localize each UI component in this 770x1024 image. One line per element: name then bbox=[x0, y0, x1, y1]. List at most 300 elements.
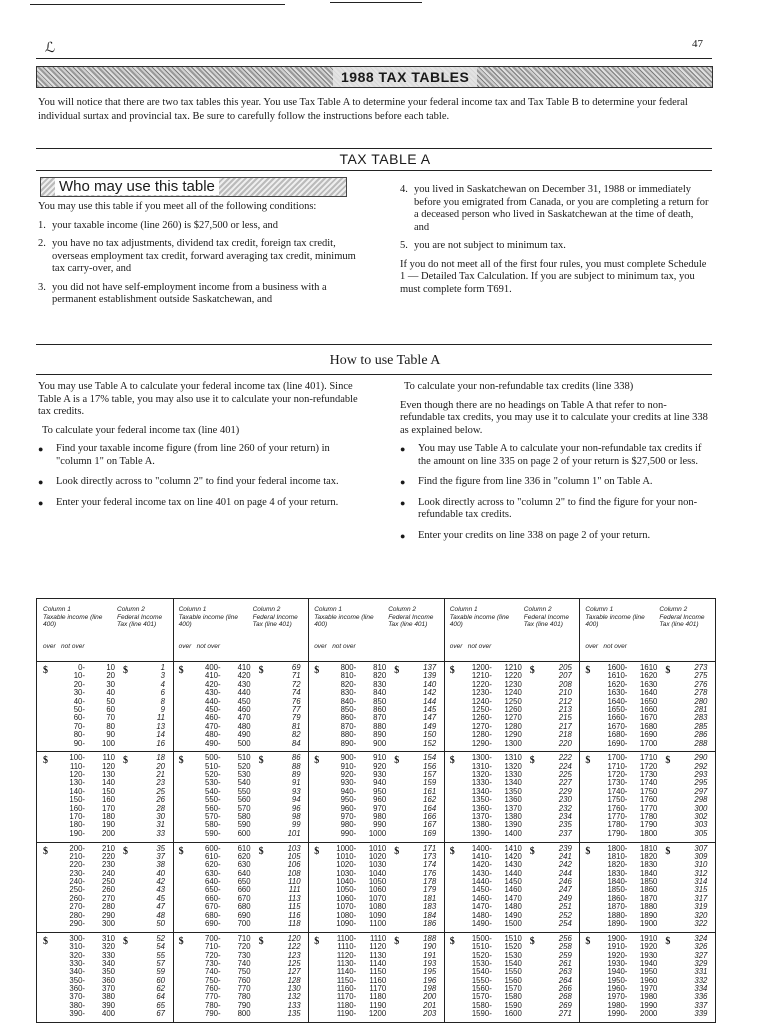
income-not-over: 1750 bbox=[640, 786, 658, 796]
federal-tax: 6 bbox=[160, 688, 165, 698]
income-over: 230- bbox=[69, 868, 85, 878]
column-2-header: Column 2 Federal Income Tax (line 401) bbox=[523, 606, 569, 628]
income-not-over: 630 bbox=[237, 860, 251, 870]
federal-tax: 20 bbox=[156, 761, 165, 771]
federal-tax: 94 bbox=[291, 795, 301, 805]
federal-tax: 210 bbox=[558, 688, 572, 698]
table-block bbox=[444, 842, 580, 933]
federal-tax: 23 bbox=[156, 778, 165, 788]
federal-tax: 300 bbox=[694, 803, 708, 813]
income-over: 1930- bbox=[607, 958, 628, 968]
federal-tax: 137 bbox=[423, 663, 437, 672]
table-row bbox=[444, 740, 580, 748]
table-row bbox=[444, 920, 580, 928]
not-over-label: not over bbox=[61, 643, 85, 650]
income-over: 600- bbox=[204, 843, 221, 853]
income-over: 410- bbox=[204, 671, 221, 681]
income-over: 980- bbox=[340, 820, 357, 830]
condition-text: you have no tax adjustments, dividend tax credit, foreign tax credit, overseas employment tax credit, forward averaging tax credit, minimum tax carry-over, and bbox=[52, 238, 356, 274]
dollar-sign: $ bbox=[394, 845, 400, 857]
income-over: 360- bbox=[69, 984, 85, 994]
income-not-over: 800 bbox=[237, 1009, 251, 1019]
income-over: 1550- bbox=[471, 975, 492, 985]
income-over: 1650- bbox=[607, 704, 628, 714]
dollar-sign: $ bbox=[258, 845, 264, 857]
income-over: 1070- bbox=[336, 902, 357, 912]
federal-tax: 224 bbox=[558, 761, 572, 771]
income-over: 370- bbox=[69, 992, 85, 1002]
federal-tax: 201 bbox=[423, 1000, 437, 1010]
how-right-bullet-3: ● Look directly across to "column 2" to find the figure for your non-refundable tax credits. bbox=[400, 497, 710, 522]
income-not-over: 640 bbox=[237, 868, 251, 878]
income-not-over: 1370 bbox=[504, 803, 522, 813]
federal-tax: 174 bbox=[423, 860, 437, 870]
federal-tax: 203 bbox=[423, 1009, 437, 1019]
income-over: 1790- bbox=[607, 828, 628, 838]
federal-tax: 125 bbox=[287, 958, 301, 968]
income-over: 1280- bbox=[471, 730, 492, 740]
federal-tax: 122 bbox=[287, 942, 301, 952]
federal-tax: 54 bbox=[156, 942, 165, 952]
federal-tax: 198 bbox=[423, 984, 437, 994]
federal-tax: 42 bbox=[156, 877, 165, 887]
income-over: 1030- bbox=[336, 868, 357, 878]
federal-tax: 103 bbox=[287, 843, 301, 853]
income-over: 1060- bbox=[336, 893, 357, 903]
income-not-over: 1520 bbox=[504, 942, 522, 952]
income-not-over: 1500 bbox=[504, 919, 522, 929]
federal-tax: 38 bbox=[156, 860, 165, 870]
income-not-over: 1870 bbox=[640, 893, 658, 903]
income-not-over: 1990 bbox=[640, 1000, 658, 1010]
federal-tax: 21 bbox=[156, 770, 165, 780]
table-row bbox=[173, 1010, 309, 1018]
income-over: 1050- bbox=[336, 885, 357, 895]
income-not-over: 1640 bbox=[640, 688, 658, 698]
income-over: 1600- bbox=[607, 663, 628, 672]
income-not-over: 1100 bbox=[369, 919, 387, 929]
table-block bbox=[308, 932, 444, 1022]
income-over: 1400- bbox=[471, 843, 492, 853]
federal-tax: 91 bbox=[291, 778, 301, 788]
over-label: over bbox=[585, 643, 599, 650]
federal-tax: 281 bbox=[694, 704, 708, 714]
income-not-over: 1790 bbox=[640, 820, 658, 830]
income-over: 1020- bbox=[336, 860, 357, 870]
income-not-over: 50 bbox=[106, 696, 115, 706]
income-not-over: 1760 bbox=[640, 795, 658, 805]
table-header bbox=[444, 599, 580, 662]
federal-tax: 312 bbox=[694, 868, 708, 878]
column-1-header: Column 1 Taxable income (line 400) bbox=[585, 606, 645, 628]
who-may-use-heading bbox=[40, 177, 347, 197]
income-not-over: 1420 bbox=[504, 851, 522, 861]
income-over: 190- bbox=[69, 828, 85, 838]
federal-tax: 96 bbox=[291, 803, 301, 813]
table-a-rule-bottom bbox=[36, 170, 712, 171]
income-not-over: 360 bbox=[101, 975, 115, 985]
margin-mark: ℒ bbox=[45, 41, 56, 56]
federal-tax: 326 bbox=[694, 942, 708, 952]
income-over: 280- bbox=[69, 910, 85, 920]
income-not-over: 1050 bbox=[368, 877, 387, 887]
federal-tax: 9 bbox=[160, 704, 165, 714]
income-over: 180- bbox=[69, 820, 85, 830]
income-over: 640- bbox=[204, 877, 221, 887]
income-not-over: 990 bbox=[373, 820, 387, 830]
federal-tax: 237 bbox=[558, 828, 572, 838]
income-over: 1910- bbox=[607, 942, 628, 952]
income-not-over: 1800 bbox=[640, 828, 658, 838]
tax-tables-banner bbox=[36, 66, 713, 88]
income-over: 1750- bbox=[607, 795, 628, 805]
income-over: 550- bbox=[204, 795, 221, 805]
income-not-over: 1670 bbox=[640, 713, 658, 723]
income-not-over: 920 bbox=[373, 761, 387, 771]
income-not-over: 1300 bbox=[504, 738, 522, 748]
how-left-subheading: To calculate your federal income tax (line 401) bbox=[42, 424, 240, 436]
federal-tax: 215 bbox=[558, 713, 572, 723]
income-not-over: 590 bbox=[237, 820, 251, 830]
federal-tax: 225 bbox=[558, 770, 572, 780]
header-rule bbox=[36, 58, 712, 59]
federal-tax: 297 bbox=[694, 786, 708, 796]
condition-text: you lived in Saskatchewan on December 31, 1988 or immediately before you emigrated from Canada, or you are completing a return for a deceased person who lived in Saskatchewan at the time of death, and bbox=[414, 184, 709, 233]
federal-tax: 191 bbox=[423, 950, 437, 960]
income-over: 670- bbox=[204, 902, 221, 912]
federal-tax: 84 bbox=[291, 738, 301, 748]
table-row bbox=[37, 1010, 173, 1018]
income-over: 790- bbox=[204, 1009, 221, 1019]
income-not-over: 850 bbox=[373, 696, 387, 706]
federal-tax: 132 bbox=[287, 992, 301, 1002]
income-not-over: 1830 bbox=[640, 860, 658, 870]
federal-tax: 48 bbox=[156, 910, 165, 920]
income-over: 160- bbox=[69, 803, 85, 813]
income-over: 1880- bbox=[607, 910, 628, 920]
table-row bbox=[579, 920, 715, 928]
federal-tax: 35 bbox=[156, 843, 165, 853]
dollar-sign: $ bbox=[123, 845, 128, 857]
table-row bbox=[308, 830, 444, 838]
income-over: 840- bbox=[340, 696, 357, 706]
table-row bbox=[173, 740, 309, 748]
income-not-over: 530 bbox=[237, 770, 251, 780]
federal-tax: 235 bbox=[558, 820, 572, 830]
dollar-sign: $ bbox=[665, 665, 671, 676]
federal-tax: 127 bbox=[287, 967, 301, 977]
dollar-sign: $ bbox=[314, 845, 320, 857]
table-row bbox=[308, 1010, 444, 1018]
income-over: 630- bbox=[204, 868, 221, 878]
federal-tax: 14 bbox=[156, 730, 165, 740]
income-not-over: 1970 bbox=[640, 984, 658, 994]
income-not-over: 1720 bbox=[640, 761, 658, 771]
income-over: 910- bbox=[340, 761, 357, 771]
income-over: 1610- bbox=[607, 671, 628, 681]
dollar-sign: $ bbox=[123, 935, 128, 947]
income-not-over: 1160 bbox=[369, 975, 387, 985]
income-over: 1300- bbox=[471, 753, 492, 763]
table-block bbox=[37, 842, 173, 933]
income-not-over: 1330 bbox=[504, 770, 522, 780]
column-2-header: Column 2 Federal Income Tax (line 401) bbox=[388, 606, 434, 628]
federal-tax: 222 bbox=[558, 753, 572, 763]
income-over: 1290- bbox=[471, 738, 492, 748]
income-not-over: 490 bbox=[237, 730, 251, 740]
income-over: 1740- bbox=[607, 786, 628, 796]
income-over: 1630- bbox=[607, 688, 628, 698]
federal-tax: 290 bbox=[694, 753, 708, 763]
dollar-sign: $ bbox=[178, 845, 184, 857]
table-block bbox=[308, 751, 444, 842]
income-over: 40- bbox=[73, 696, 85, 706]
income-not-over: 1660 bbox=[640, 704, 658, 714]
how-rule-bottom bbox=[36, 374, 712, 375]
income-not-over: 240 bbox=[101, 868, 115, 878]
income-over: 520- bbox=[204, 770, 221, 780]
condition-text: your taxable income (line 260) is $27,500 or less, and bbox=[52, 219, 278, 231]
federal-tax: 159 bbox=[423, 778, 437, 788]
federal-tax: 302 bbox=[694, 811, 708, 821]
income-over: 750- bbox=[204, 975, 221, 985]
income-not-over: 690 bbox=[237, 910, 251, 920]
table-block bbox=[37, 661, 173, 752]
income-over: 1470- bbox=[471, 902, 492, 912]
income-over: 800- bbox=[340, 663, 357, 672]
federal-tax: 307 bbox=[694, 843, 708, 853]
dollar-sign: $ bbox=[585, 665, 591, 676]
table-row bbox=[308, 920, 444, 928]
dollar-sign: $ bbox=[529, 845, 535, 857]
federal-tax: 86 bbox=[291, 753, 301, 763]
condition-text: you are not subject to minimum tax. bbox=[414, 240, 566, 251]
income-over: 1340- bbox=[471, 786, 492, 796]
federal-tax: 115 bbox=[288, 902, 301, 912]
income-over: 480- bbox=[204, 730, 221, 740]
table-row bbox=[37, 706, 173, 714]
income-not-over: 1600 bbox=[504, 1009, 522, 1019]
income-over: 620- bbox=[204, 860, 221, 870]
table-block bbox=[579, 842, 715, 933]
income-not-over: 140 bbox=[101, 778, 115, 788]
income-not-over: 930 bbox=[373, 770, 387, 780]
federal-tax: 144 bbox=[423, 696, 437, 706]
how-right-bullet-4: ● Enter your credits on line 338 on page 2 of your return. bbox=[400, 530, 710, 543]
table-block bbox=[308, 842, 444, 933]
federal-tax: 309 bbox=[694, 851, 708, 861]
income-not-over: 1820 bbox=[640, 851, 658, 861]
table-block bbox=[37, 751, 173, 842]
income-not-over: 1910 bbox=[640, 933, 658, 943]
income-over: 880- bbox=[340, 730, 357, 740]
income-not-over: 1150 bbox=[369, 967, 387, 977]
income-over: 580- bbox=[204, 820, 221, 830]
income-over: 470- bbox=[204, 721, 221, 731]
income-not-over: 1680 bbox=[640, 721, 658, 731]
federal-tax: 259 bbox=[558, 950, 572, 960]
dollar-sign: $ bbox=[178, 755, 184, 767]
income-over: 1720- bbox=[607, 770, 628, 780]
income-over: 150- bbox=[69, 795, 85, 805]
income-not-over: 1780 bbox=[640, 811, 658, 821]
federal-tax: 298 bbox=[694, 795, 708, 805]
how-right-bullet-2: ● Find the figure from line 336 in "column 1" on Table A. bbox=[400, 476, 710, 489]
federal-tax: 13 bbox=[156, 721, 165, 731]
income-over: 1850- bbox=[607, 885, 628, 895]
income-over: 270- bbox=[69, 902, 85, 912]
income-not-over: 560 bbox=[237, 795, 251, 805]
income-over: 220- bbox=[69, 860, 85, 870]
federal-tax: 218 bbox=[558, 730, 572, 740]
income-over: 1170- bbox=[336, 992, 357, 1002]
federal-tax: 25 bbox=[156, 786, 165, 796]
income-not-over: 450 bbox=[237, 696, 251, 706]
income-not-over: 1570 bbox=[504, 984, 522, 994]
banner-title: 1988 TAX TABLES bbox=[333, 67, 477, 87]
income-not-over: 30 bbox=[106, 679, 115, 689]
federal-tax: 212 bbox=[558, 696, 572, 706]
dollar-sign: $ bbox=[43, 665, 48, 676]
income-not-over: 510 bbox=[237, 753, 251, 763]
income-over: 10- bbox=[73, 671, 85, 681]
income-not-over: 1080 bbox=[368, 902, 387, 912]
income-not-over: 1380 bbox=[504, 811, 522, 821]
table-block bbox=[173, 751, 309, 842]
income-not-over: 150 bbox=[101, 786, 115, 796]
how-right-column bbox=[400, 381, 710, 550]
income-not-over: 1530 bbox=[504, 950, 522, 960]
not-over-label: not over bbox=[603, 643, 627, 650]
income-not-over: 1240 bbox=[504, 688, 522, 698]
federal-tax: 79 bbox=[291, 713, 301, 723]
federal-tax: 251 bbox=[558, 902, 572, 912]
income-not-over: 870 bbox=[373, 713, 387, 723]
federal-tax: 16 bbox=[156, 738, 165, 748]
who-heading-text: Who may use this table bbox=[55, 178, 219, 195]
federal-tax: 43 bbox=[156, 885, 165, 895]
income-not-over: 950 bbox=[373, 786, 387, 796]
income-not-over: 260 bbox=[101, 885, 115, 895]
federal-tax: 31 bbox=[156, 820, 165, 830]
income-over: 1000- bbox=[336, 843, 357, 853]
federal-tax: 227 bbox=[558, 778, 572, 788]
how-to-use-title: How to use Table A bbox=[329, 353, 441, 368]
federal-tax: 213 bbox=[558, 704, 572, 714]
federal-tax: 234 bbox=[558, 811, 572, 821]
federal-tax: 254 bbox=[558, 919, 572, 929]
income-not-over: 780 bbox=[237, 992, 251, 1002]
income-not-over: 880 bbox=[373, 721, 387, 731]
income-not-over: 1180 bbox=[369, 992, 387, 1002]
income-not-over: 300 bbox=[101, 919, 115, 929]
dollar-sign: $ bbox=[123, 755, 128, 767]
income-over: 680- bbox=[204, 910, 221, 920]
federal-tax: 334 bbox=[694, 984, 708, 994]
federal-tax: 55 bbox=[156, 950, 165, 960]
income-over: 1160- bbox=[336, 984, 357, 994]
income-over: 1840- bbox=[607, 877, 628, 887]
federal-tax: 295 bbox=[694, 778, 708, 788]
income-over: 540- bbox=[204, 786, 221, 796]
table-row bbox=[579, 830, 715, 838]
income-over: 490- bbox=[204, 738, 221, 748]
income-over: 1180- bbox=[336, 1000, 357, 1010]
income-not-over: 540 bbox=[237, 778, 251, 788]
income-not-over: 1630 bbox=[640, 679, 658, 689]
federal-tax: 319 bbox=[694, 902, 708, 912]
federal-tax: 263 bbox=[558, 967, 572, 977]
income-not-over: 710 bbox=[237, 933, 251, 943]
income-over: 1570- bbox=[471, 992, 492, 1002]
table-header bbox=[579, 599, 715, 662]
income-over: 1040- bbox=[336, 877, 357, 887]
federal-tax: 220 bbox=[558, 738, 572, 748]
income-over: 960- bbox=[340, 803, 357, 813]
income-over: 1810- bbox=[607, 851, 628, 861]
income-not-over: 170 bbox=[101, 803, 115, 813]
federal-tax: 336 bbox=[694, 992, 708, 1002]
table-row bbox=[444, 1010, 580, 1018]
over-label: over bbox=[178, 643, 192, 650]
income-not-over: 1430 bbox=[504, 860, 522, 870]
income-not-over: 390 bbox=[101, 1000, 115, 1010]
income-over: 380- bbox=[69, 1000, 85, 1010]
table-row bbox=[173, 830, 309, 838]
federal-tax: 123 bbox=[287, 950, 301, 960]
table-row bbox=[37, 698, 173, 706]
table-row bbox=[579, 740, 715, 748]
income-over: 260- bbox=[69, 893, 85, 903]
federal-tax: 67 bbox=[156, 1009, 165, 1019]
federal-tax: 57 bbox=[156, 958, 165, 968]
federal-tax: 317 bbox=[694, 893, 708, 903]
income-over: 1270- bbox=[471, 721, 492, 731]
federal-tax: 327 bbox=[694, 950, 708, 960]
income-over: 1490- bbox=[471, 919, 492, 929]
over-label: over bbox=[449, 643, 463, 650]
dollar-sign: $ bbox=[314, 665, 320, 676]
how-left-bullet-2: ● Look directly across to "column 2" to find your federal income tax. bbox=[38, 476, 358, 489]
income-over: 1360- bbox=[471, 803, 492, 813]
income-over: 200- bbox=[69, 843, 85, 853]
income-over: 90- bbox=[73, 738, 85, 748]
income-not-over: 1920 bbox=[640, 942, 658, 952]
income-not-over: 500 bbox=[237, 738, 251, 748]
condition-4 bbox=[400, 184, 710, 234]
table-column-group bbox=[579, 599, 715, 1022]
income-over: 1960- bbox=[607, 984, 628, 994]
dollar-sign: $ bbox=[123, 665, 128, 676]
federal-tax: 156 bbox=[423, 761, 437, 771]
federal-tax: 164 bbox=[423, 803, 437, 813]
income-over: 1010- bbox=[336, 851, 357, 861]
income-over: 890- bbox=[340, 738, 357, 748]
federal-tax: 118 bbox=[288, 919, 301, 929]
income-not-over: 160 bbox=[101, 795, 115, 805]
income-over: 1500- bbox=[471, 933, 492, 943]
federal-tax: 30 bbox=[156, 811, 165, 821]
income-not-over: 1510 bbox=[504, 933, 522, 943]
income-not-over: 440 bbox=[237, 688, 251, 698]
income-over: 430- bbox=[204, 688, 221, 698]
how-left-intro: You may use Table A to calculate your federal income tax (line 401). Since Table A is a 17% table, you may also use it to calculate your non-refundable tax credits. bbox=[38, 381, 358, 417]
federal-tax: 283 bbox=[694, 713, 708, 723]
income-not-over: 970 bbox=[373, 803, 387, 813]
income-over: 60- bbox=[73, 713, 85, 723]
federal-tax: 171 bbox=[423, 843, 437, 853]
income-not-over: 1950 bbox=[640, 967, 658, 977]
